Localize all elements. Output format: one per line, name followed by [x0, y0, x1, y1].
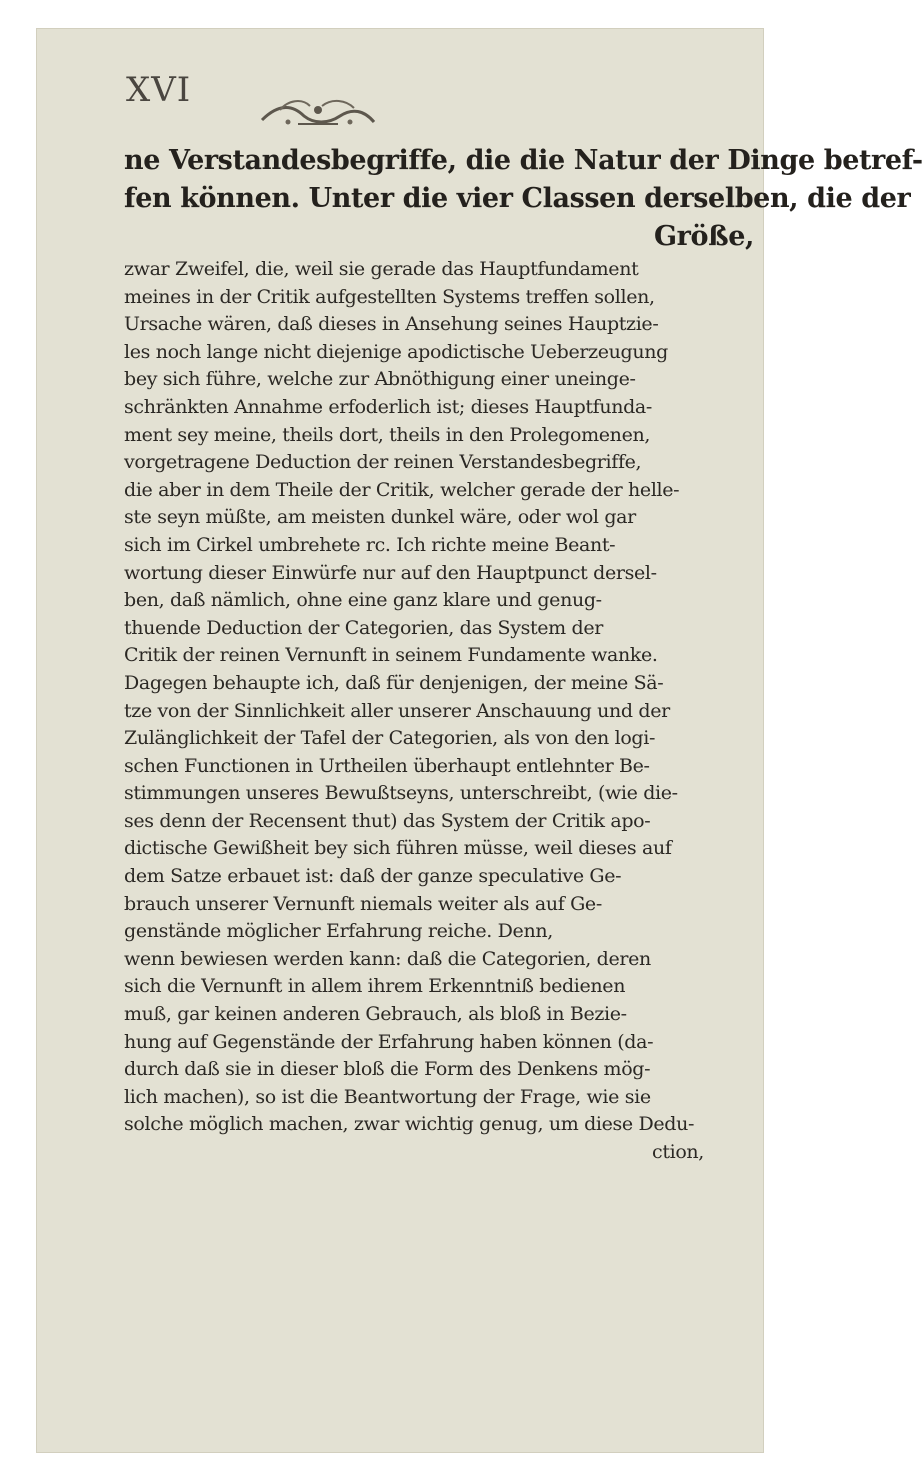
page-number: XVI [126, 70, 192, 110]
text-line: hung auf Gegenstände der Erfahrung haben können (da- [124, 1030, 654, 1053]
text-line: les noch lange nicht diejenige apodictische Ueberzeugung [124, 340, 668, 363]
text-line: brauch unserer Vernunft niemals weiter als auf Ge- [124, 892, 602, 915]
text-line: tze von der Sinnlichkeit aller unserer Anschauung und der [124, 699, 670, 722]
text-line: wortung dieser Einwürfe nur auf den Hauptpunct dersel- [124, 561, 657, 584]
text-line: meines in der Critik aufgestellten Systems treffen sollen, [124, 285, 655, 308]
text-line: schen Functionen in Urtheilen überhaupt entlehnter Be- [124, 754, 650, 777]
book-page [36, 28, 923, 1453]
text-line: schränkten Annahme erfoderlich ist; dieses Hauptfunda- [124, 395, 652, 418]
text-line: thuende Deduction der Categorien, das System der [124, 616, 603, 639]
text-line: Critik der reinen Vernunft in seinem Fundamente wanke. [124, 644, 658, 667]
text-line: bey sich führe, welche zur Abnöthigung einer uneinge- [124, 368, 636, 391]
text-line: sich im Cirkel umbrehete rc. Ich richte meine Beant- [124, 533, 616, 556]
text-line: dictische Gewißheit bey sich führen müsse, weil dieses auf [124, 837, 672, 860]
text-line: ment sey meine, theils dort, theils in den Prolegomenen, [124, 423, 651, 446]
text-line: stimmungen unseres Bewußtseyns, unterschreibt, (wie die- [124, 782, 678, 805]
text-line: sich die Vernunft in allem ihrem Erkenntniß bedienen [124, 975, 626, 998]
text-line: Zulänglichkeit der Tafel der Categorien, als von den logi- [124, 727, 656, 750]
text-line: ne Verstandesbegriffe, die die Natur der Dinge betref- [124, 145, 923, 176]
text-line: ben, daß nämlich, ohne eine ganz klare und genug- [124, 589, 602, 612]
text-line: wenn bewiesen werden kann: daß die Categorien, deren [124, 947, 651, 970]
text-line: ste seyn müßte, am meisten dunkel wäre, oder wol gar [124, 506, 636, 529]
text-line: lich machen), so ist die Beantwortung der Frage, wie sie [124, 1085, 651, 1108]
text-line: fen können. Unter die vier Classen derselben, die der [124, 183, 911, 214]
text-line: durch daß sie in dieser bloß die Form des Denkens mög- [124, 1058, 651, 1081]
text-line: muß, gar keinen anderen Gebrauch, als bloß in Bezie- [124, 1003, 627, 1026]
text-line: dem Satze erbauet ist: daß der ganze speculative Ge- [124, 865, 622, 888]
text-line: ses denn der Recensent thut) das System der Critik apo- [124, 809, 651, 832]
printer-ornament-icon [258, 94, 378, 134]
catchword: ction, [652, 1141, 704, 1163]
body-text [124, 142, 923, 1167]
catchword: Größe, [654, 221, 754, 252]
text-line: die aber in dem Theile der Critik, welcher gerade der helle- [124, 478, 680, 501]
text-line: zwar Zweifel, die, weil sie gerade das Hauptfundament [124, 258, 639, 280]
text-line: solche möglich machen, zwar wichtig genug, um diese Dedu- [124, 1113, 695, 1136]
text-line: Dagegen behaupte ich, daß für denjenigen, der meine Sä- [124, 671, 664, 694]
text-line: Ursache wären, daß dieses in Ansehung seines Hauptzie- [124, 313, 659, 336]
text-line: vorgetragene Deduction der reinen Verstandesbegriffe, [124, 451, 642, 474]
text-line: genstände möglicher Erfahrung reiche. Denn, [124, 920, 553, 943]
